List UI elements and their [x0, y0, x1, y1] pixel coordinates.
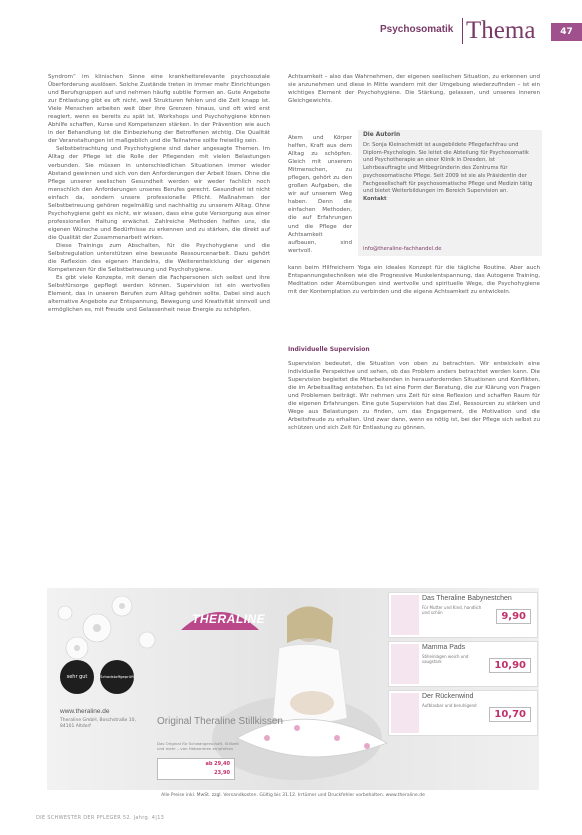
paragraph: Supervision bedeutet, die Situation von oben zu betrachten. Wir entwickeln eine individuelle Perspektive und sehen, ob das Problem anders betrachtet werden kann. Die Supervision begleitet die Mitarbeitenden in herausfordernden Situationen und Konflikten, die im Arbeitsalltag entstehen. Es ist eine Form der Beratung, die zur Klärung von Fragen und Problemen beiträgt. Wir nehmen uns Zeit für eine Reflexion und schaffen Raum für die eigenen Erfahrungen. Eine gute Supervision hat das Ziel, Ressourcen zu stärken und Wege aus Belastungen zu finden, um das Engagement, die Motivation und die Arbeitsfreude zu erhalten. Und zwar dann, wenn es nötig ist, bei der Pflege sich selbst zu schützen und sich Zeit für Entlastung zu gönnen. [288, 361, 540, 432]
product-card[interactable] [388, 641, 538, 687]
product-price: 10,70 [489, 707, 531, 722]
paragraph: Syndrom“ im klinischen Sinne eine krankheitsrelevante psychosoziale Überforderung auslösen. Solche Zustände treten in immer mehr Einrichtungen und Berufsgruppen auf und nehmen häufig subtile Formen an. Gute Angebote zur Entlastung gibt es oft nicht, weil Strukturen fehlen und die Zeit knapp ist. Viele Menschen arbeiten weit über ihre Grenzen hinaus, und oft wird erst reagiert, wenn es bereits zu spät ist. Workshops und Psychohygiene können Abhilfe schaffen, Kurse und Kompetenzen stärken. In der Prävention wie auch in der Behandlung ist die Einbeziehung der Betroffenen wichtig. Die Qualität der Veranstaltungen ist maßgeblich und die Teilnahme sollte freiwillig sein. [48, 74, 270, 145]
price-sale: 23,90 [214, 770, 230, 776]
product-image [391, 595, 419, 635]
page-number: 47 [551, 23, 582, 41]
author-bio: Dr. Sonja Kleinschmidt ist ausgebildete Pflegefachfrau und Diplom-Psychologin. Sie leitet die Abteilung für Psychosomatik und Psychotherapie an einer Klinik in Dresden, ist Lehrbeauftragte und Mitbegründerin des Zentrums für psychosomatische Pflege. Seit 2009 ist sie als Präsidentin der Fachgesellschaft für psychosomatische Pflege und Medizin tätig und bietet Weiterbildungen im Bereich Supervision an. [363, 142, 533, 195]
left-column [48, 73, 270, 314]
quality-badge: Schadstoffgeprüft [100, 660, 134, 694]
product-card[interactable] [388, 592, 538, 638]
product-card[interactable] [388, 690, 538, 736]
product-price: 10,90 [489, 658, 531, 673]
product-image [391, 693, 419, 733]
product-price: 9,90 [496, 609, 531, 624]
shop-link[interactable]: www.theraline.de [60, 708, 110, 715]
product-description: Für Mutter und Kind, handlich und schön [422, 605, 482, 616]
author-contact-link[interactable]: info@theraline-fachhandel.de [363, 246, 442, 252]
original-product-title: Original Theraline Stillkissen [157, 716, 283, 727]
page-title: Thema [466, 17, 536, 44]
product-description: Stilleinlagen weich und saugstark [422, 654, 469, 665]
right-column-body [288, 360, 540, 432]
contact-label: Kontakt [363, 195, 387, 202]
product-name: Das Theraline Babynestchen [422, 595, 512, 602]
page-footer: DIE SCHWESTER DER PFLEGER 52. Jahrg. 4|13 [36, 815, 165, 821]
right-column-continued [288, 264, 540, 296]
original-price-box [157, 758, 235, 780]
product-image [391, 644, 419, 684]
subheading: Individuelle Supervision [288, 346, 370, 353]
shop-info: Theraline GmbH, Boschstraße 10, 84101 Altdorf [60, 718, 136, 730]
section-label: Psychosomatik [380, 24, 454, 35]
author-box-title: Die Autorin [363, 132, 401, 138]
paragraph: kann beim Hilfreichem Yoga ein ideales Konzept für die tägliche Routine. Aber auch Entspannungstechniken wie die Progressive Muskelentspannung, das Autogene Training, Meditation oder Atemübungen sind wertvolle und spirituelle Wege, die Psychohygiene mit der Kontemplation zu verbinden und die eigene Achtsamkeit zu entwickeln. [288, 265, 540, 296]
ad-disclaimer: Alle Preise inkl. MwSt. zzgl. Versandkosten. Gültig bis 31.12. Irrtümer und Druckfehler vorbehalten. www.theraline.de [161, 793, 425, 798]
original-product-description: Das Original für Schwangerschaft, Stillzeit und mehr – von Hebammen empfohlen [157, 741, 239, 752]
right-column-narrow [288, 134, 352, 255]
paragraph: Atem und Körper helfen, Kraft aus dem Alltag zu schöpfen. Gleich mit unserem Mitmenschen, zu pflegen, gehört zu den großen Aufgaben, die wir auf unserem Weg haben. Denn die einfachen Methoden, die auf Erfahrungen und die Pflege der Achtsamkeit aufbauen, sind wertvoll. [288, 135, 352, 254]
paragraph: Achtsamkeit – also das Wahrnehmen, der eigenen seelischen Situation, zu erkennen und sie anzunehmen und diese in Mitte wandern mit der Umgebung wiederzufinden – ist ein wichtiges Element der Psychohygiene. Die Stärkung, gelassen, und unseres inneren Gleichgewichts. [288, 74, 540, 105]
test-badge: sehr gut [60, 660, 94, 694]
paragraph: Es gibt viele Konzepte, mit denen die Fachpersonen sich selbst und ihre Selbstfürsorge gepflegt werden können. Supervision ist ein wertvolles Element, das in unseren Berufen zum Alltag gehören sollte. Dabei sind auch alternative Angebote zur Entspannung, Bewegung und Kreativität sinnvoll und ermöglichen es, mit Freude und Gelassenheit neue Energie zu schöpfen. [48, 275, 270, 314]
brand-name: THERALINE [192, 612, 266, 626]
product-name: Der Rückenwind [422, 693, 474, 700]
product-name: Mamma Pads [422, 644, 466, 651]
paragraph: Selbstbetrachtung und Psychohygiene sind daher angesagte Themen. Im Alltag der Pflege ist die Rolle der Pflegenden mit vielen Belastungen verbunden. Sie müssen in unterschiedlichen Situationen immer wieder Abstand gewinnen und sich von den Anforderungen der Arbeit lösen. Ohne die Pflege unserer seelischen Gesundheit werden wir weder fachlich noch menschlich den Anforderungen unseres Berufes gerecht. Gesundheit ist nicht einfach da, sondern unsere professionelle Pflicht. Maßnahmen der Selbstbetreuung gehören regelmäßig und nachhaltig zu unserem Alltag. Ohne Psychohygiene geht es nicht, wir wissen, dass eine gute Versorgung aus einer professionellen Haltung erwächst. Zahlreiche Methoden helfen uns, die eigenen Wünsche und Bedürfnisse zu erkennen und zu stärken, die direkt auf die Qualität der Zusammenarbeit wirken. [48, 146, 270, 241]
price-from: ab 29,40 [205, 761, 230, 767]
author-box-body [363, 142, 537, 204]
right-column-intro [288, 73, 540, 105]
paragraph: Diese Trainings zum Abschalten, für die Psychohygiene und die Selbstregulation unterstützen eine bewusste Ressourcenarbeit. Dazu gehört die Reflexion des eigenen Handelns, die Weiterentwicklung der eigenen Kompetenzen für die Selbstbetreuung und Psychohygiene. [48, 242, 270, 274]
product-description: Aufblasbar und beruhigend [422, 703, 477, 708]
header-divider [462, 18, 463, 44]
